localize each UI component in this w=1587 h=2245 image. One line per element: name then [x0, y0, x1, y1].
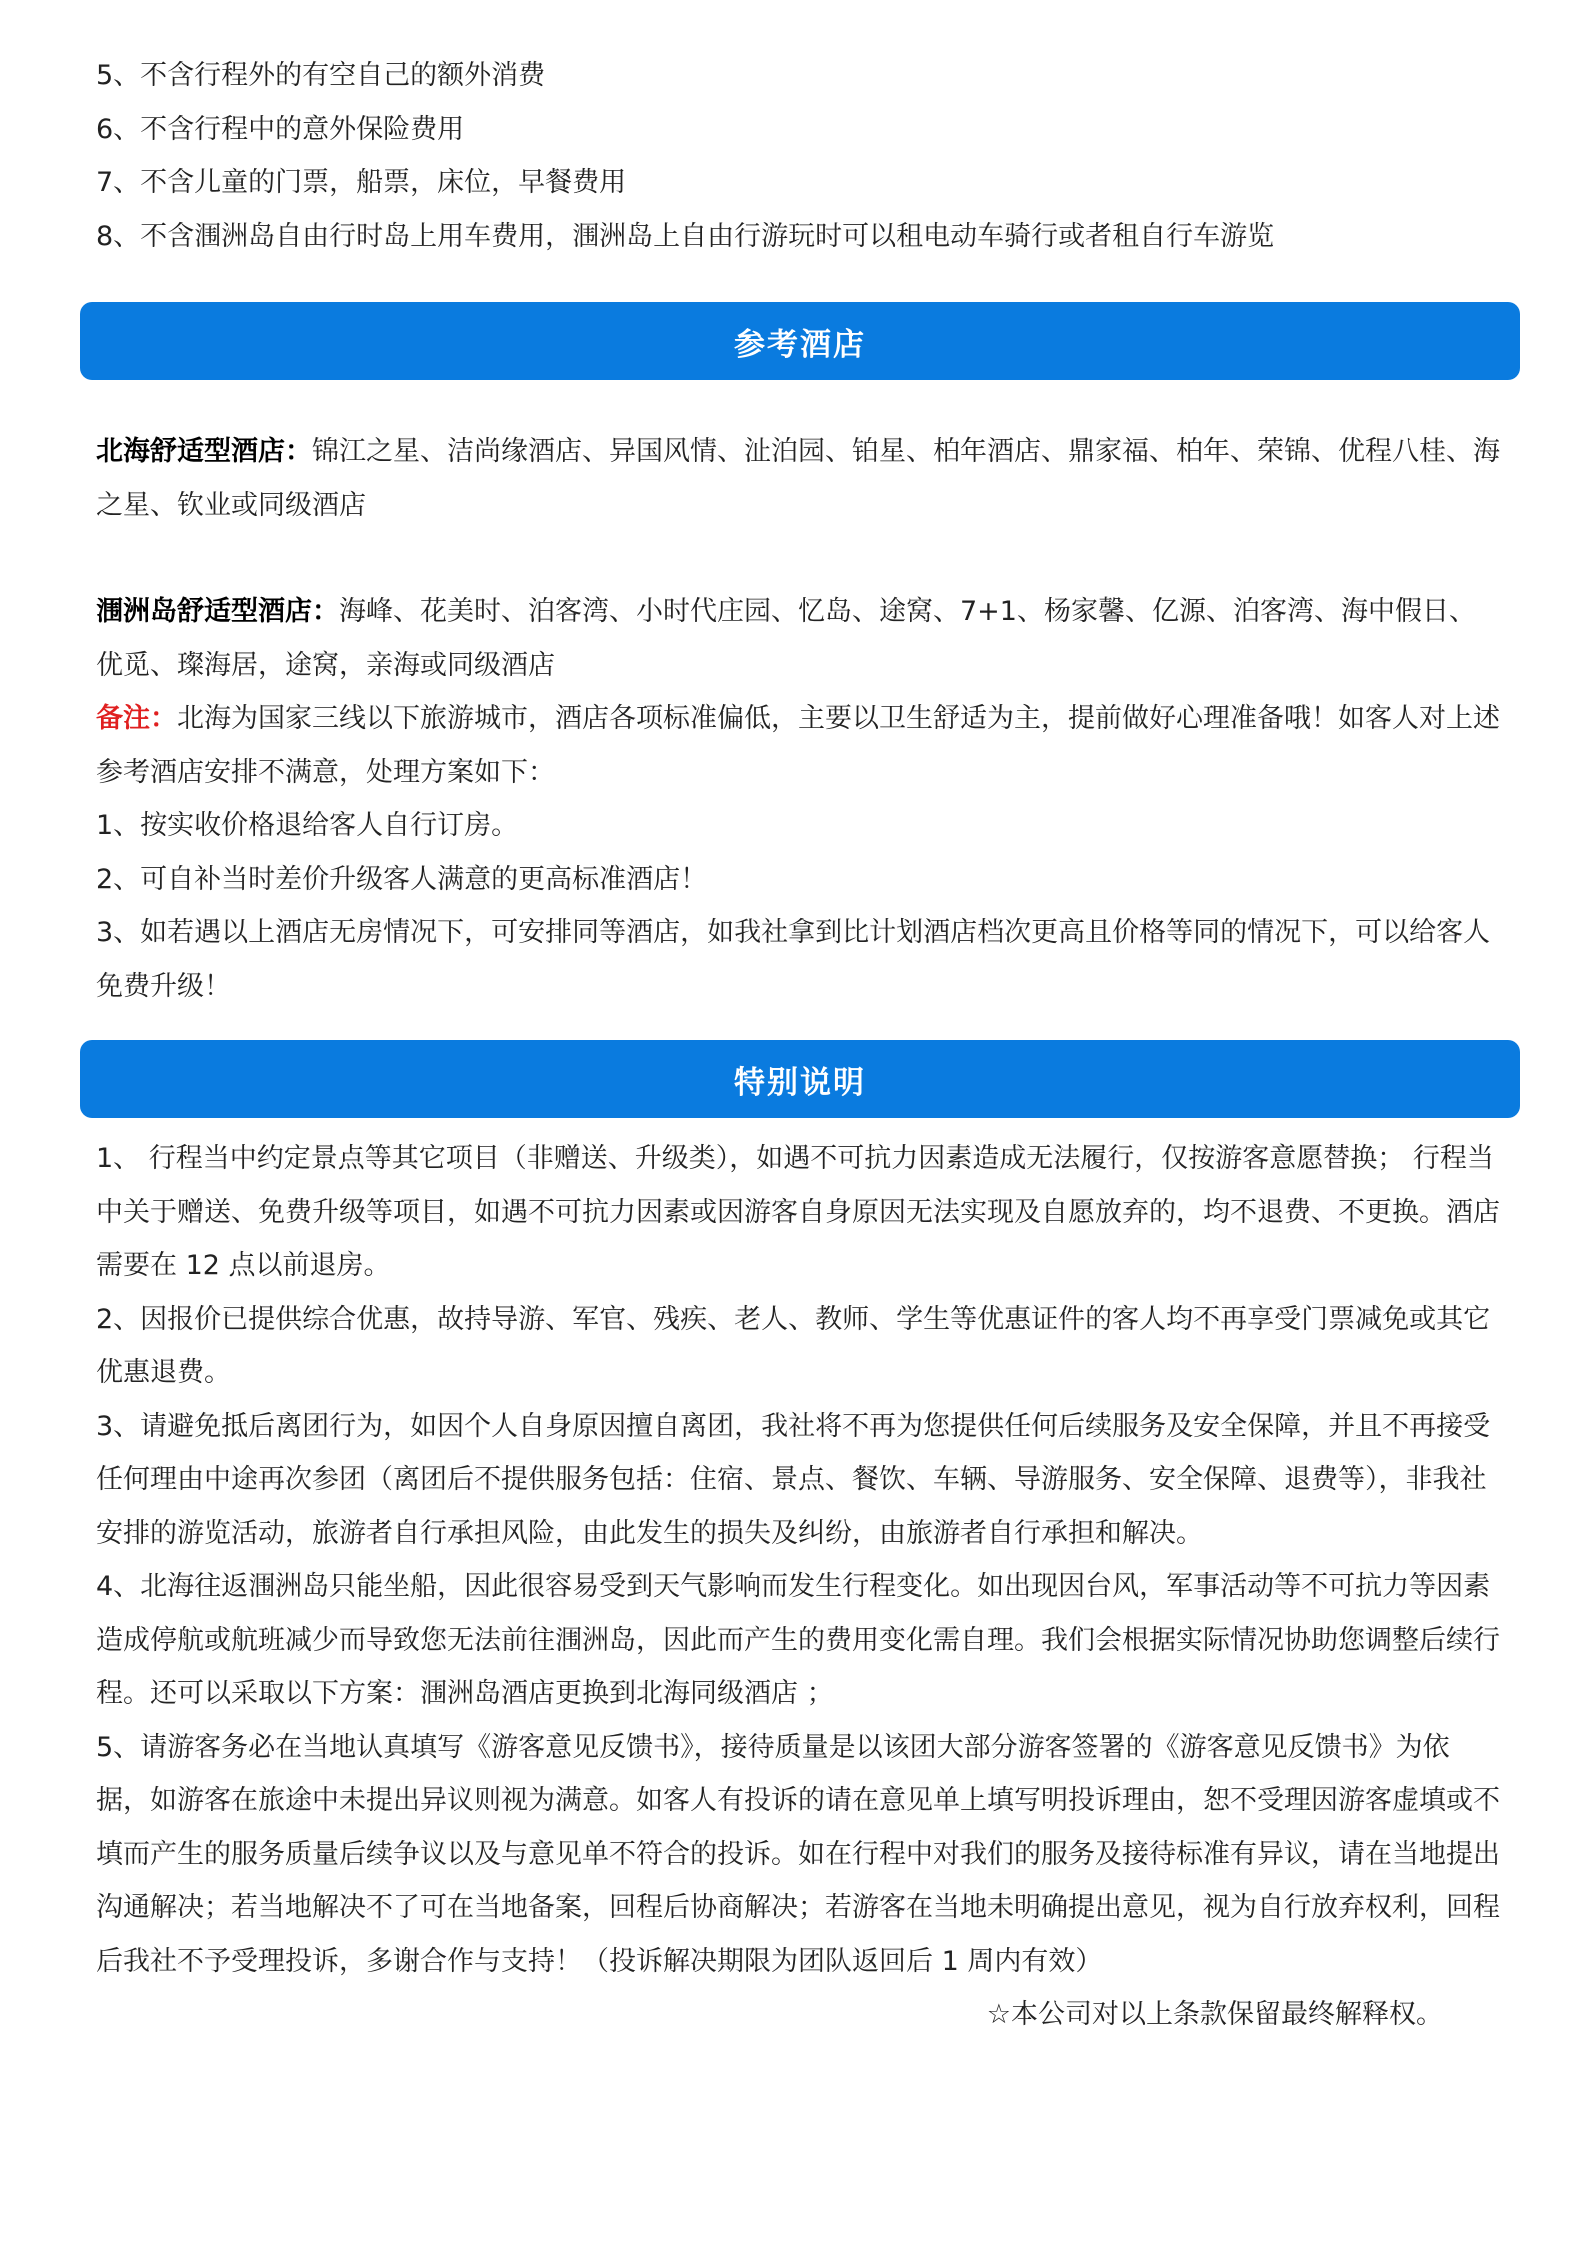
beihai-hotels-text: 锦江之星、洁尚缘酒店、异国风情、沚泊园、铂星、柏年酒店、鼎家福、柏年、荣锦、优程八桂、海之星、钦业或同级酒店: [96, 436, 1500, 521]
hotels-details: [96, 585, 1501, 1013]
special-item: 3、请避免抵后离团行为，如因个人自身原因擅自离团，我社将不再为您提供任何后续服务及安全保障，并且不再接受任何理由中途再次参团（离团后不提供服务包括：住宿、景点、餐饮、车辆、导游服务、安全保障、退费等），非我社安排的游览活动，旅游者自行承担风险，由此发生的损失及纠纷，由旅游者自行承担和解决。: [96, 1410, 1491, 1549]
special-item: 1、 行程当中约定景点等其它项目（非赠送、升级类），如遇不可抗力因素造成无法履行，仅按游客意愿替换； 行程当中关于赠送、免费升级等项目，如遇不可抗力因素或因游客自身原因无法实现及自愿放弃的，均不退费、不更换。酒店需要在 12 点以前退房。: [96, 1143, 1500, 1281]
special-section-banner: [80, 1040, 1520, 1118]
special-list: [96, 1132, 1501, 2042]
hotels-section-title: 参考酒店: [734, 326, 866, 363]
reserve-notice: ☆本公司对以上条款保留最终解释权。: [986, 1999, 1443, 2030]
special-item: 4、北海往返涠洲岛只能坐船，因此很容易受到天气影响而发生行程变化。如出现因台风，军事活动等不可抗力等因素造成停航或航班减少而导致您无法前往涠洲岛，因此而产生的费用变化需自理。我们会根据实际情况协助您调整后续行程。还可以采取以下方案：涠洲岛酒店更换到北海同级酒店 ；: [96, 1571, 1500, 1709]
special-item: 2、因报价已提供综合优惠，故持导游、军官、残疾、老人、教师、学生等优惠证件的客人均不再享受门票减免或其它优惠退费。: [96, 1303, 1491, 1388]
hotel-option-item: 3、如若遇以上酒店无房情况下，可安排同等酒店，如我社拿到比计划酒店档次更高且价格等同的情况下，可以给客人免费升级！: [96, 917, 1491, 1002]
special-section-title: 特别说明: [734, 1064, 866, 1101]
exclusion-item: 7、不含儿童的门票，船票，床位，早餐费用: [96, 167, 627, 198]
exclusions-list: [96, 49, 1501, 263]
exclusion-item: 6、不含行程中的意外保险费用: [96, 113, 465, 145]
hotel-option-item: 2、可自补当时差价升级客人满意的更高标准酒店！: [96, 863, 708, 895]
exclusion-item: 8、不含涠洲岛自由行时岛上用车费用，涠洲岛上自由行游玩时可以租电动车骑行或者租自行车游览: [96, 220, 1275, 252]
weizhou-hotels-text: 海峰、花美时、泊客湾、小时代庄园、忆岛、途窝、7+1、杨家馨、亿源、泊客湾、海中假日、优觅、璨海居，途窝，亲海或同级酒店: [96, 596, 1476, 681]
hotels-section-banner: [80, 302, 1520, 380]
special-item: 5、请游客务必在当地认真填写《游客意见反馈书》，接待质量是以该团大部分游客签署的《游客意见反馈书》为依据，如游客在旅途中未提出异议则视为满意。如客人有投诉的请在意见单上填写明投诉理由，恕不受理因游客虚填或不填而产生的服务质量后续争议以及与意见单不符合的投诉。如在行程中对我们的服务及接待标准有异议，请在当地提出沟通解决；若当地解决不了可在当地备案，回程后协商解决；若游客在当地未明确提出意见，视为自行放弃权利，回程后我社不予受理投诉，多谢合作与支持！（投诉解决期限为团队返回后 1 周内有效）: [96, 1731, 1500, 1977]
beihai-hotels: [96, 425, 1501, 532]
note-label: 备注：: [96, 703, 177, 734]
note-text: 北海为国家三线以下旅游城市，酒店各项标准偏低，主要以卫生舒适为主，提前做好心理准备哦！如客人对上述参考酒店安排不满意，处理方案如下：: [96, 703, 1500, 788]
weizhou-hotels-label: 涠洲岛舒适型酒店：: [96, 596, 339, 627]
hotel-option-item: 1、按实收价格退给客人自行订房。: [96, 810, 519, 841]
exclusion-item: 5、不含行程外的有空自己的额外消费: [96, 60, 546, 91]
beihai-hotels-label: 北海舒适型酒店：: [96, 436, 312, 467]
